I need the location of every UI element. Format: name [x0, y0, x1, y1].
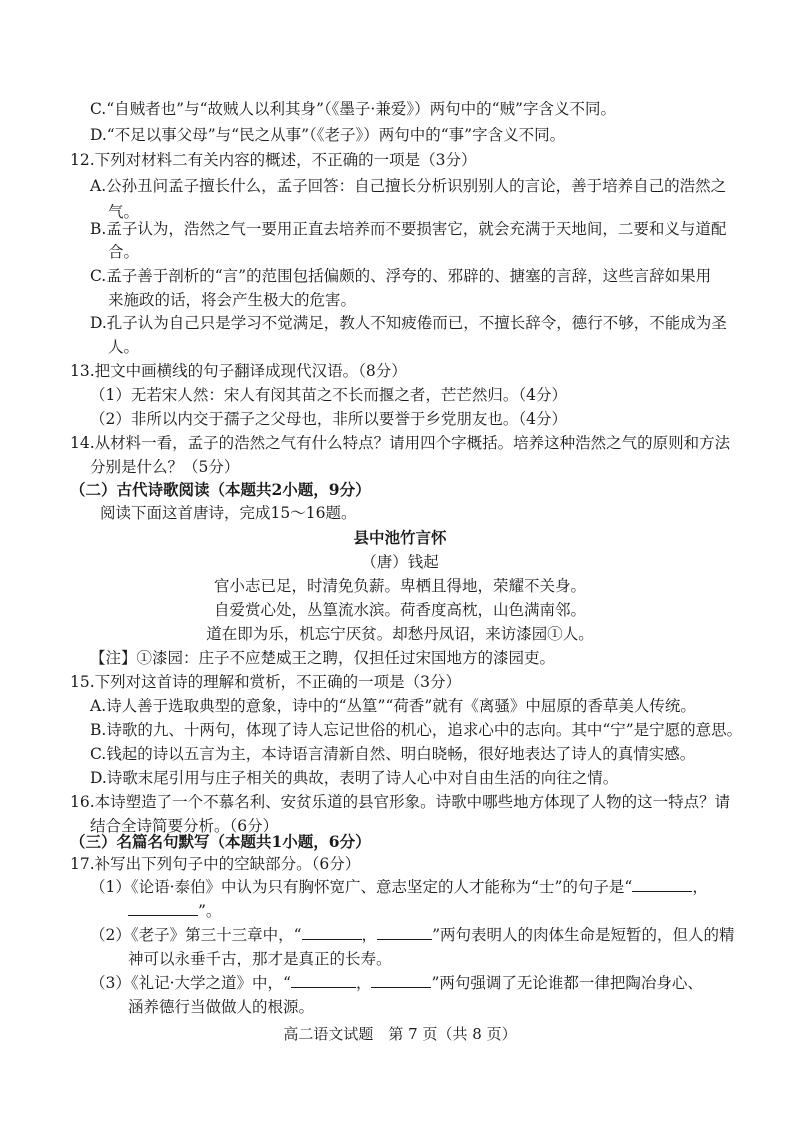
q17-item-2-text: （2）《老子》第三十三章中，“	[90, 926, 302, 944]
q15-option-c: C.钱起的诗以五言为主，本诗语言清新自然、明白晓畅，很好地表达了诗人的真情实感。	[90, 745, 696, 763]
q17-item-3-line1	[90, 973, 703, 993]
q17-item-2-line2: 神可以永垂千古，那才是真正的长寿。	[128, 950, 392, 968]
q12-option-c-line2: 来施政的话，将会产生极大的危害。	[108, 291, 357, 309]
q17-item-3-blank-1[interactable]	[291, 973, 356, 988]
q17-item-2-tail: ”两句表明人的肉体生命是短暂的，但人的精	[432, 926, 735, 944]
q17-item-2-blank-1[interactable]	[302, 925, 362, 940]
q12-option-b-line2: 合。	[108, 243, 140, 261]
q16-line2: 结合全诗简要分析。（6分）	[90, 817, 279, 835]
poem-line-1: 官小志已足，时清免负薪。卑栖且得地，荣耀不关身。	[213, 577, 586, 595]
q12-option-d-line2: 人。	[108, 338, 140, 356]
q17-item-1-line2	[128, 901, 221, 921]
q17-item-1-separator: ，	[692, 878, 708, 896]
q17-item-2-separator: ，	[361, 926, 378, 944]
q16-line1: 16.本诗塑造了一个不慕名利、安贫乐道的县官形象。诗歌中哪些地方体现了人物的这一特点？请	[70, 793, 731, 811]
q12-stem: 12.下列对材料二有关内容的概述，不正确的一项是（3分）	[70, 151, 477, 169]
q17-item-3-separator: ，	[355, 974, 372, 992]
q17-item-1-line1	[90, 877, 708, 897]
q13-sentence-2: （2）非所以内交于孺子之父母也，非所以要誉于乡党朋友也。（4分）	[90, 410, 567, 428]
q13-stem: 13.把文中画横线的句子翻译成现代汉语。（8分）	[70, 362, 407, 380]
q15-stem: 15.下列对这首诗的理解和赏析，不正确的一项是（3分）	[70, 673, 462, 691]
q17-item-1-blank-2[interactable]	[128, 901, 198, 916]
q17-item-1-text: （1）《论语·泰伯》中认为只有胸怀宽广、意志坚定的人才能称为“士”的句子是“	[90, 878, 633, 896]
q17-item-1-close: ”。	[198, 902, 222, 920]
poem-note: 【注】①漆园：庄子不应楚威王之聘，仅担任过宋国地方的漆园吏。	[90, 649, 556, 667]
section-2-title: （二）古代诗歌阅读（本题共2小题，9分）	[70, 480, 371, 499]
q13-sentence-1: （1）无若宋人然：宋人有闵其苗之不长而揠之者，芒芒然归。（4分）	[90, 386, 567, 404]
poem-line-2: 自爱赏心处，丛篁流水滨。荷香度高枕，山色满南邻。	[213, 601, 586, 619]
q17-stem: 17.补写出下列句子中的空缺部分。（6分）	[70, 855, 361, 873]
q11-option-d: D.“不足以事父母”与“民之从事”（《老子》）两句中的“事”字含义不同。	[90, 126, 566, 144]
q12-option-a-line1: A.公孙丑问孟子擅长什么，孟子回答：自己擅长分析识别别人的言论，善于培养自己的浩然之	[90, 177, 727, 195]
poem-line-3: 道在即为乐，机忘宁厌贫。却愁丹凤诏，来访漆园①人。	[206, 625, 594, 643]
poem-author: （唐）钱起	[361, 553, 439, 571]
q15-option-b: B.诗歌的九、十两句，体现了诗人忘记世俗的机心，追求心中的志向。其中“宁”是宁愿的意思。	[90, 721, 743, 739]
q12-option-c-line1: C.孟子善于剖析的“言”的范围包括偏颇的、浮夸的、邪辟的、搪塞的言辞，这些言辞如果用	[90, 267, 712, 285]
q17-item-2-blank-2[interactable]	[377, 925, 432, 940]
q15-option-d: D.诗歌末尾引用与庄子相关的典故，表明了诗人心中对自由生活的向往之情。	[90, 769, 619, 787]
section-3-title: （三）名篇名句默写（本题共1小题，6分）	[70, 832, 371, 851]
q14-line2: 分别是什么？（5分）	[90, 458, 240, 476]
page-footer: 高二语文试题 第 7 页（共 8 页）	[283, 1025, 517, 1043]
q11-option-c: C.“自贼者也”与“故贼人以利其身”（《墨子·兼爱》）两句中的“贼”字含义不同。	[90, 100, 616, 118]
q17-item-3-text: （3）《礼记·大学之道》中，“	[90, 974, 291, 992]
q17-item-2-line1	[90, 925, 735, 945]
q17-item-3-blank-2[interactable]	[371, 973, 431, 988]
section-2-intro: 阅读下面这首唐诗，完成15～16题。	[100, 504, 357, 522]
q12-option-d-line1: D.孔子认为自己只是学习不觉满足，教人不知疲倦而已，不擅长辞令，德行不够，不能成为圣	[90, 314, 727, 332]
poem-title: 县中池竹言怀	[353, 528, 447, 547]
q15-option-a: A.诗人善于选取典型的意象，诗中的“丛篁”“荷香”就有《离骚》中屈原的香草美人传统。	[90, 697, 696, 715]
q14-line1: 14.从材料一看，孟子的浩然之气有什么特点？请用四个字概括。培养这种浩然之气的原则和方法	[70, 434, 731, 452]
q12-option-b-line1: B.孟子认为，浩然之气一要用正直去培养而不要损害它，就会充满于天地间，二要和义与道配	[90, 220, 727, 238]
q17-item-3-line2: 涵养德行当做做人的根源。	[128, 998, 315, 1016]
q17-item-1-blank-1[interactable]	[632, 877, 692, 892]
q17-item-3-tail: ”两句强调了无论谁都一律把陶冶身心、	[431, 974, 703, 992]
q12-option-a-line2: 气。	[108, 203, 140, 221]
